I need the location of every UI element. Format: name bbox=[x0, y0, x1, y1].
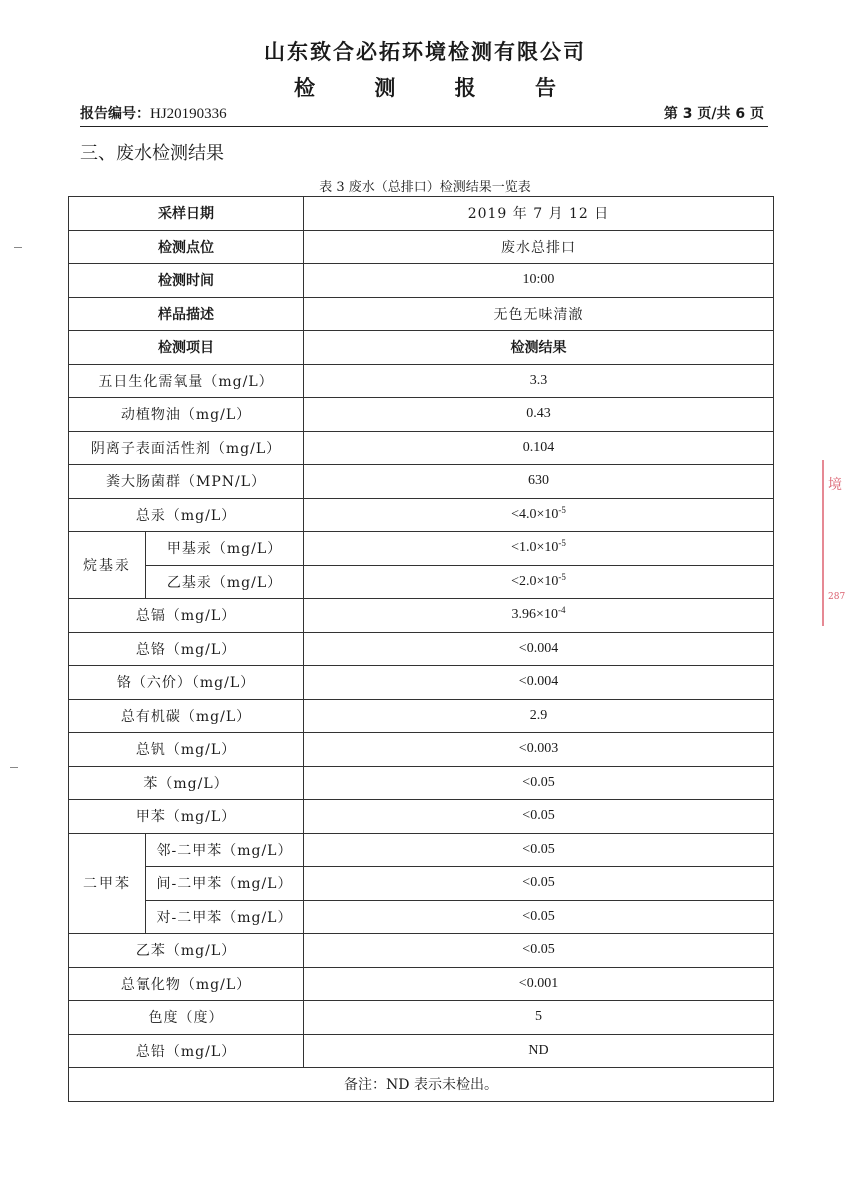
table-row bbox=[69, 498, 774, 532]
parameter-label: 总铅（mg/L） bbox=[69, 1034, 304, 1068]
table-row bbox=[69, 1001, 774, 1035]
parameter-label: 邻-二甲苯（mg/L） bbox=[146, 833, 304, 867]
result-mantissa: <4.0×10 bbox=[511, 506, 559, 522]
result-value: 3.3 bbox=[304, 364, 774, 398]
table-row bbox=[69, 934, 774, 968]
parameter-label: 动植物油（mg/L） bbox=[69, 398, 304, 432]
table-row bbox=[69, 599, 774, 633]
result-value: <0.003 bbox=[304, 733, 774, 767]
result-value: 2.9 bbox=[304, 699, 774, 733]
scan-mark bbox=[10, 767, 18, 768]
page-indicator: 第 3 页/共 6 页 bbox=[663, 106, 764, 122]
result-value: <0.05 bbox=[304, 867, 774, 901]
result-value: <0.05 bbox=[304, 800, 774, 834]
result-value: <0.05 bbox=[304, 934, 774, 968]
table-caption: 表 3 废水（总排口）检测结果一览表 bbox=[319, 180, 531, 195]
table-note: 备注：ND 表示未检出。 bbox=[69, 1068, 774, 1102]
table-row bbox=[69, 766, 774, 800]
parameter-label: 总钒（mg/L） bbox=[69, 733, 304, 767]
result-exponent: -5 bbox=[558, 571, 566, 582]
result-value: 5 bbox=[304, 1001, 774, 1035]
group-label-alkyl-mercury: 烷基汞 bbox=[69, 532, 146, 599]
table-row bbox=[69, 364, 774, 398]
report-number-label: 报告编号： bbox=[80, 106, 150, 122]
result-value: <0.05 bbox=[304, 766, 774, 800]
table-row bbox=[69, 264, 774, 298]
table-row bbox=[69, 431, 774, 465]
parameter-label: 总镉（mg/L） bbox=[69, 599, 304, 633]
report-number-value: HJ20190336 bbox=[150, 106, 227, 122]
info-label: 检测点位 bbox=[69, 230, 304, 264]
result-value: ND bbox=[304, 1034, 774, 1068]
parameter-label: 色度（度） bbox=[69, 1001, 304, 1035]
table-row bbox=[69, 632, 774, 666]
parameter-label: 乙苯（mg/L） bbox=[69, 934, 304, 968]
group-label-xylene: 二甲苯 bbox=[69, 833, 146, 934]
result-exponent: -4 bbox=[557, 605, 566, 616]
info-label: 检测时间 bbox=[69, 264, 304, 298]
table-row bbox=[69, 1034, 774, 1068]
scan-mark bbox=[14, 247, 22, 248]
table-row bbox=[69, 900, 774, 934]
table-row bbox=[69, 565, 774, 599]
parameter-label: 甲苯（mg/L） bbox=[69, 800, 304, 834]
parameter-label: 总氰化物（mg/L） bbox=[69, 967, 304, 1001]
info-label: 采样日期 bbox=[69, 197, 304, 231]
parameter-label: 苯（mg/L） bbox=[69, 766, 304, 800]
result-mantissa: 3.96×10 bbox=[511, 607, 558, 623]
info-label: 样品描述 bbox=[69, 297, 304, 331]
result-value bbox=[304, 498, 774, 532]
parameter-label: 铬（六价）（mg/L） bbox=[69, 666, 304, 700]
parameter-label: 总铬（mg/L） bbox=[69, 632, 304, 666]
parameter-label: 粪大肠菌群（MPN/L） bbox=[69, 465, 304, 499]
info-value: 废水总排口 bbox=[304, 230, 774, 264]
result-mantissa: <1.0×10 bbox=[511, 540, 559, 556]
section-title: 三、废水检测结果 bbox=[80, 143, 224, 164]
table-row bbox=[69, 699, 774, 733]
table-row bbox=[69, 532, 774, 566]
info-value: 2019 年 7 月 12 日 bbox=[304, 197, 774, 231]
parameter-label: 总汞（mg/L） bbox=[69, 498, 304, 532]
result-value: 0.43 bbox=[304, 398, 774, 432]
table-header-row bbox=[69, 331, 774, 365]
table-row bbox=[69, 230, 774, 264]
table-row bbox=[69, 733, 774, 767]
result-value: <0.05 bbox=[304, 833, 774, 867]
report-number bbox=[80, 103, 227, 123]
result-value: 0.104 bbox=[304, 431, 774, 465]
table-note-row bbox=[69, 1068, 774, 1102]
company-name: 山东致合必拓环境检测有限公司 bbox=[264, 40, 586, 64]
parameter-label: 五日生化需氧量（mg/L） bbox=[69, 364, 304, 398]
result-value: <0.001 bbox=[304, 967, 774, 1001]
info-value: 10:00 bbox=[304, 264, 774, 298]
result-value: <0.05 bbox=[304, 900, 774, 934]
parameter-label: 对-二甲苯（mg/L） bbox=[146, 900, 304, 934]
parameter-label: 阴离子表面活性剂（mg/L） bbox=[69, 431, 304, 465]
table-row bbox=[69, 833, 774, 867]
table-row bbox=[69, 967, 774, 1001]
parameter-label: 甲基汞（mg/L） bbox=[146, 532, 304, 566]
column-header-result: 检测结果 bbox=[304, 331, 774, 365]
result-value bbox=[304, 599, 774, 633]
document-title: 检 测 报 告 bbox=[294, 76, 582, 100]
results-table bbox=[68, 196, 774, 1102]
table-row bbox=[69, 666, 774, 700]
result-value: <0.004 bbox=[304, 666, 774, 700]
table-row bbox=[69, 465, 774, 499]
parameter-label: 总有机碳（mg/L） bbox=[69, 699, 304, 733]
result-value bbox=[304, 565, 774, 599]
parameter-label: 间-二甲苯（mg/L） bbox=[146, 867, 304, 901]
table-row bbox=[69, 297, 774, 331]
table-row bbox=[69, 867, 774, 901]
table-row bbox=[69, 398, 774, 432]
parameter-label: 乙基汞（mg/L） bbox=[146, 565, 304, 599]
header-divider bbox=[80, 126, 768, 127]
table-row bbox=[69, 197, 774, 231]
table-row bbox=[69, 800, 774, 834]
info-value: 无色无味清澈 bbox=[304, 297, 774, 331]
seal-stamp-fragment: 境 287 bbox=[822, 460, 850, 626]
column-header-item: 检测项目 bbox=[69, 331, 304, 365]
result-exponent: -5 bbox=[558, 538, 566, 549]
result-value bbox=[304, 532, 774, 566]
result-exponent: -5 bbox=[558, 504, 566, 515]
result-mantissa: <2.0×10 bbox=[511, 573, 559, 589]
result-value: <0.004 bbox=[304, 632, 774, 666]
result-value: 630 bbox=[304, 465, 774, 499]
